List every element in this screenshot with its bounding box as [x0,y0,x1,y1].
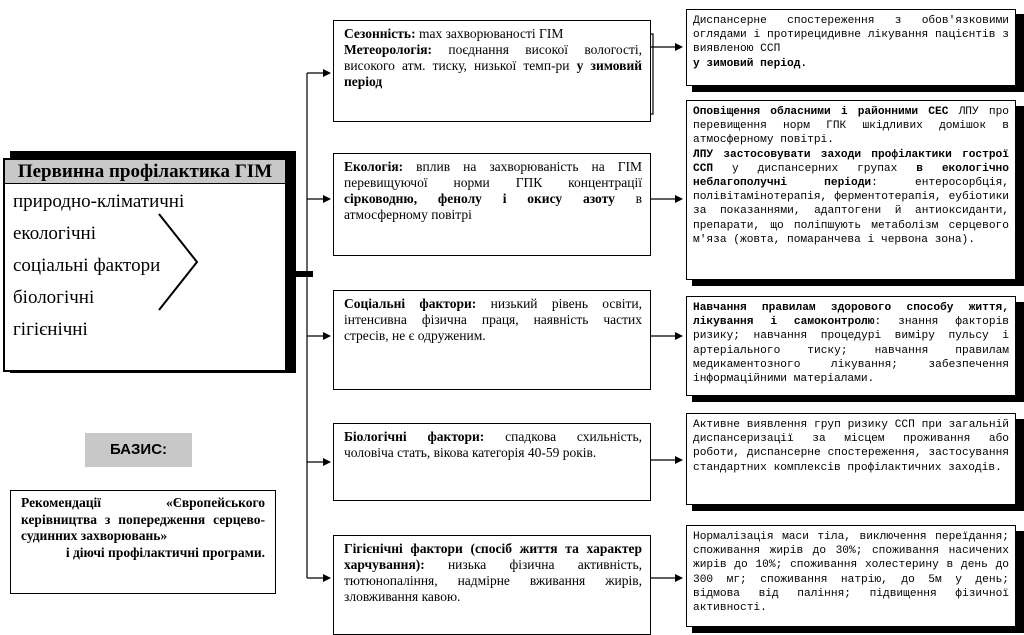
factor-box-social: Соціальні фактори: низький рівень освіти, інтенсивна фізична праця, наявність частих стресів, не є одруженим. [333,290,651,390]
primary-item-social: соціальні фактори [13,255,161,276]
primary-item-hygienic: гігієнічні [13,319,88,340]
measure-box-screening: Активне виявлення груп ризику ССП при загальній диспансеризації за місцем проживання або роботи, диспансерне спостереження, застосування стандартних комплексів профілактичних заходів. [686,413,1016,505]
factor-box-biological: Біологічні фактори: спадкова схильність, чоловіча стать, вікова категорія 40-59 років. [333,423,651,501]
factor-box-hygienic: Гігієнічні фактори (спосіб життя та характер харчування): низька фізична активність, тютюнопаління, надмірне вживання жирів, зловживання кавою. [333,535,651,635]
measure-box-dispensary: Диспансерне спостереження з обов'язковими оглядами і протирецидивне лікування пацієнтів з виявленою ССП у зимовий період. [686,9,1016,86]
primary-prevention-box [3,158,287,372]
measure-box-education: Навчання правилам здорового способу життя, лікування і самоконтролю: знання факторів ризику; навчання процедурі виміру пульсу і артеріального тиску; навчання правилам медикаментозного лікування; забезпечення інформаційними матеріалами. [686,296,1016,396]
primary-item-climate: природно-кліматичні [13,191,185,212]
measure-box-lifestyle: Нормалізація маси тіла, виключення переїдання; споживання жирів до 30%; споживання насичених жирів до 10%; споживання холестерину в день до 300 мг; споживання натрію, до 5м у день; відмова від паління; підвищення фізичної активності. [686,525,1016,627]
factor-box-season: Сезонність: max захворюваності ГІМ Метеорологія: поєднання високої вологості, високого атм. тиску, низької темп-ри у зимовий період [333,20,651,122]
primary-item-ecology: екологічні [13,223,97,244]
bazis-label: БАЗИС: [85,433,192,467]
factor-box-ecology: Екологія: вплив на захворюваність на ГІМ перевищуючої норми ГПК концентрації сірководню, фенолу і окису азоту в атмосферному повітрі [333,153,651,256]
primary-prevention-title: Первинна профілактика ГІМ [5,160,285,184]
recommendation-tail: і діючі профілактичні програми. [65,544,265,560]
recommendation-box [10,490,276,594]
primary-item-biological: біологічні [13,287,95,308]
bracket-chevron [155,212,205,312]
recommendation-text: Рекомендації «Європейського керівництва з попередження серцево-судинних захворювань» [21,495,265,543]
measure-box-ecology: Оповіщення обласними і районними СЕС ЛПУ про перевищення норм ГПК шкідливих домішок в атмосферному повітрі. ЛПУ застосовувати заходи профілактики гострої ССП у диспансерних групах в екологічно неблагополучні періоди: ентеросорбція, полівітамінотерапія, ферментотерапія, еубіотики за показаннями, адаптогени й антиоксиданти, препарати, що поліпшують метаболізм серцевого м'яза (жовта, помаранчева і червона зона). [686,100,1016,280]
